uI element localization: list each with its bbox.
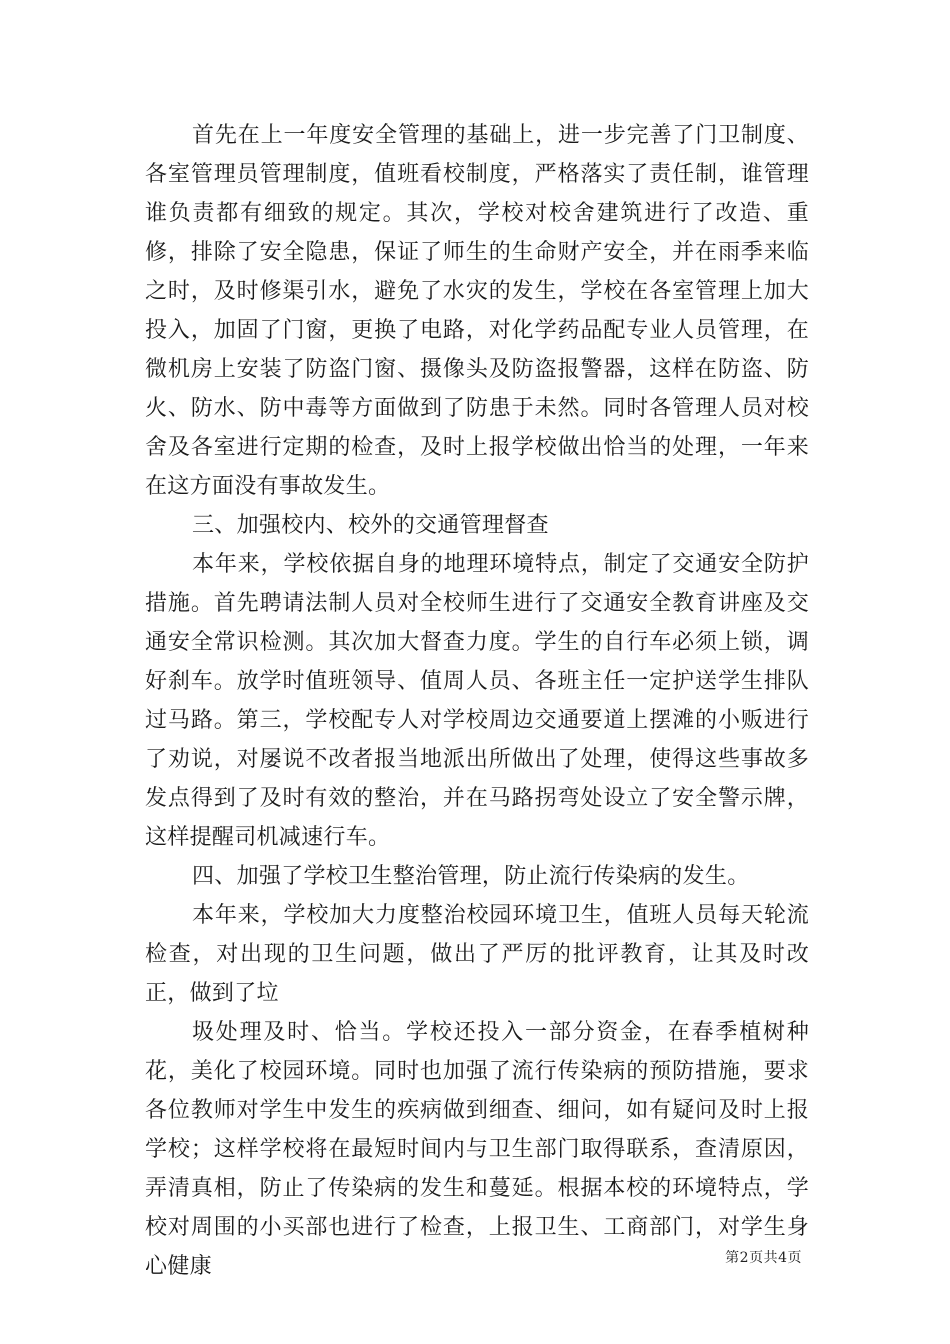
paragraph-hygiene: 本年来，学校加大力度整治校园环境卫生，值班人员每天轮流检查，对出现的卫生问题，做出了严厉的批评教育，让其及时改正，做到了垃 [145,903,809,1006]
section-heading-hygiene: 四、加强了学校卫生整治管理，防止流行传染病的发生。 [192,864,750,889]
paragraph-traffic: 本年来，学校依据自身的地理环境特点，制定了交通安全防护措施。首先聘请法制人员对全校师生进行了交通安全教育讲座及交通安全常识检测。其次加大督查力度。学生的自行车必须上锁，调好刹车。放学时值班领导、值周人员、各班主任一定护送学生排队过马路。第三，学校配专人对学校周边交通要道上摆滩的小贩进行了劝说，对屡说不改者报当地派出所做出了处理，使得这些事故多发点得到了及时有效的整治，并在马路拐弯处设立了安全警示牌，这样提醒司机减速行车。 [145,552,809,850]
page-number-footer: 第2页共4页 [725,1250,802,1266]
section-heading-traffic: 三、加强校内、校外的交通管理督查 [192,513,549,538]
document-body [145,116,809,1286]
paragraph-hygiene-continued: 圾处理及时、恰当。学校还投入一部分资金，在春季植树种花，美化了校园环境。同时也加强了流行传染病的预防措施，要求各位教师对学生中发生的疾病做到细查、细问，如有疑问及时上报学校；这样学校将在最短时间内与卫生部门取得联系，查清原因，弄清真相，防止了传染病的发生和蔓延。根据本校的环境特点，学校对周围的小买部也进行了检查，上报卫生、工商部门，对学生身心健康 [145,1020,809,1279]
paragraph-safety-management: 首先在上一年度安全管理的基础上，进一步完善了门卫制度、各室管理员管理制度，值班看校制度，严格落实了责任制，谁管理谁负责都有细致的规定。其次，学校对校舍建筑进行了改造、重修，排除了安全隐患，保证了师生的生命财产安全，并在雨季来临之时，及时修渠引水，避免了水灾的发生，学校在各室管理上加大投入，加固了门窗，更换了电路，对化学药品配专业人员管理，在微机房上安装了防盗门窗、摄像头及防盗报警器，这样在防盗、防火、防水、防中毒等方面做到了防患于未然。同时各管理人员对校舍及各室进行定期的检查，及时上报学校做出恰当的处理，一年来在这方面没有事故发生。 [145,123,809,499]
